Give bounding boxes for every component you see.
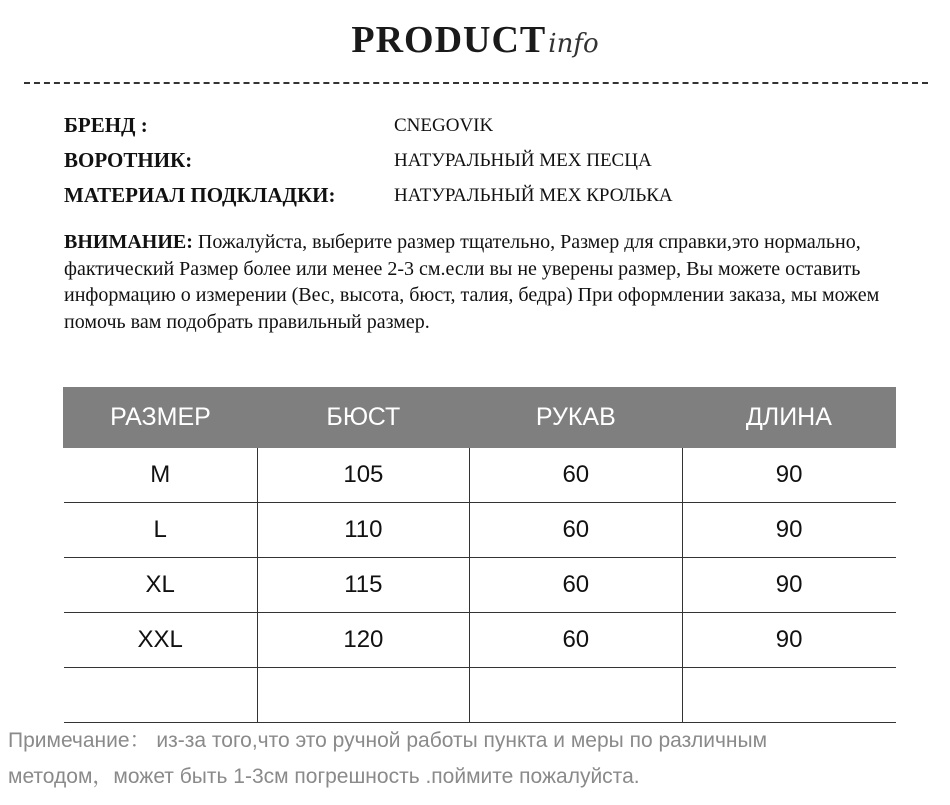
spec-row-collar [64,143,673,178]
header-title: PRODUCT [351,19,547,61]
table-cell: 115 [257,558,469,613]
footnote [8,723,938,795]
notice-label: ВНИМАНИЕ: [64,231,193,253]
table-cell [64,668,258,723]
table-cell: 105 [257,448,469,503]
table-cell: L [64,503,258,558]
table-header-row [64,388,896,448]
table-cell: 60 [469,448,682,503]
column-header-bust: БЮСТ [257,388,469,448]
footnote-line: методом，может быть 1-3см погрешность .поймите пожалуйста. [8,765,640,788]
table-cell: 90 [682,503,895,558]
spec-row-brand [64,108,673,143]
table-cell: XL [64,558,258,613]
spec-value: НАТУРАЛЬНЫЙ МЕХ КРОЛЬКА [394,184,673,206]
footnote-line: Примечание： из-за того,что это ручной работы пункта и меры по различным [8,729,768,752]
table-cell [257,668,469,723]
table-cell: 60 [469,558,682,613]
table-cell: 110 [257,503,469,558]
spec-value: CNEGOVIK [394,114,494,136]
table-cell: 90 [682,558,895,613]
table-cell: 90 [682,448,895,503]
table-cell: 120 [257,613,469,668]
spec-label: ВОРОТНИК: [64,148,193,172]
table-cell: 60 [469,613,682,668]
table-row [64,613,896,668]
product-info-header [0,18,950,62]
spec-value: НАТУРАЛЬНЫЙ МЕХ ПЕСЦА [394,149,652,171]
spec-row-lining [64,178,673,213]
notice-paragraph [64,229,894,335]
dashed-divider [24,82,928,84]
table-cell [682,668,895,723]
table-row [64,503,896,558]
table-row [64,448,896,503]
table-row [64,558,896,613]
column-header-size: РАЗМЕР [64,388,258,448]
table-cell: 90 [682,613,895,668]
column-header-length: ДЛИНА [682,388,895,448]
notice-text: Пожалуйста, выберите размер тщательно, Размер для справки,это нормально, фактический Размер более или менее 2-3 см.если вы не уверены размер, Вы можете оставить информацию о измерении (Вес, высота, бюст, талия, бедра) При оформлении заказа, мы можем помочь вам подобрать правильный размер. [64,231,880,333]
header-script: info [548,29,599,59]
table-cell: 60 [469,503,682,558]
size-table [63,387,896,723]
table-cell: M [64,448,258,503]
table-row-empty [64,668,896,723]
spec-label: МАТЕРИАЛ ПОДКЛАДКИ: [64,183,336,207]
table-cell: XXL [64,613,258,668]
column-header-sleeve: РУКАВ [469,388,682,448]
spec-label: БРЕНД : [64,113,148,137]
spec-list [64,108,673,213]
table-cell [469,668,682,723]
